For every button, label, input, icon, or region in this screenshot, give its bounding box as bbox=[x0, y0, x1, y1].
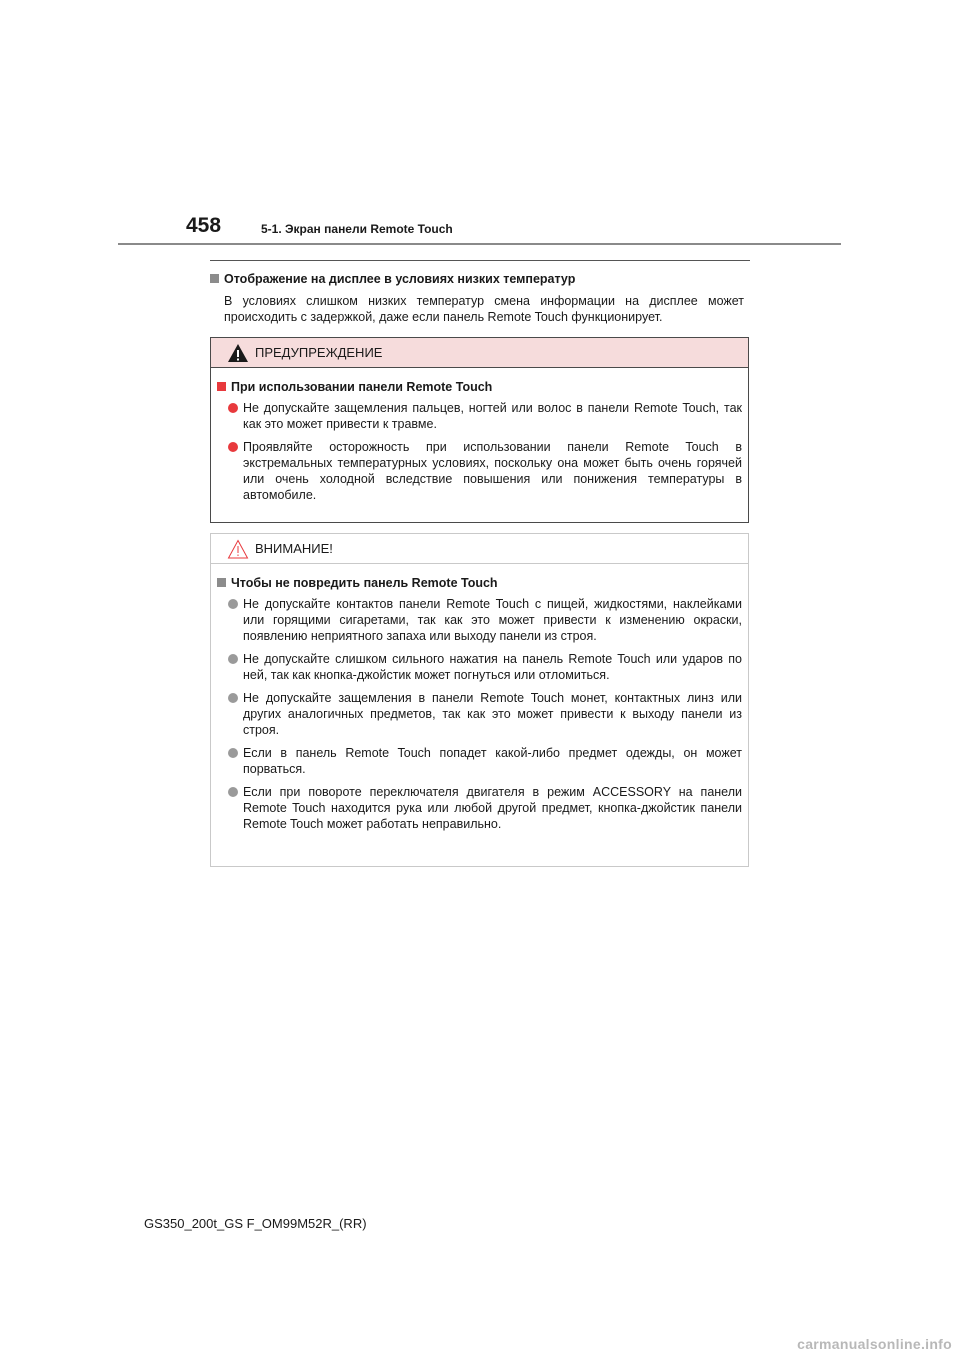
warning-item-text: Проявляйте осторожность при использовании панели Remote Touch в экстремальных температурных условиях, поскольку она может быть очень горячей или очень холодной вследствие повышения или понижения температуры в автомобиле. bbox=[243, 440, 742, 502]
section-heading-text: Отображение на дисплее в условиях низких температур bbox=[224, 272, 576, 286]
header-rule bbox=[118, 243, 841, 245]
notice-item bbox=[211, 745, 742, 777]
dot-bullet-icon bbox=[228, 403, 238, 413]
warning-item bbox=[211, 400, 742, 432]
footer-code: GS350_200t_GS F_OM99M52R_(RR) bbox=[144, 1216, 367, 1231]
warning-triangle-icon bbox=[227, 343, 249, 363]
notice-item-text: Не допускайте слишком сильного нажатия на панель Remote Touch или ударов по ней, так как кнопка-джойстик может погнуться или отломиться. bbox=[243, 652, 742, 682]
dot-bullet-icon bbox=[228, 748, 238, 758]
section-title: 5-1. Экран панели Remote Touch bbox=[261, 222, 453, 236]
notice-subheading bbox=[217, 576, 748, 590]
warning-subheading-text: При использовании панели Remote Touch bbox=[231, 380, 493, 394]
notice-item-text: Если при повороте переключателя двигателя в режим ACCESSORY на панели Remote Touch находится рука или любой другой предмет, кнопка-джойстик панели Remote Touch может работать неправильно. bbox=[243, 785, 742, 831]
notice-item-text: Не допускайте защемления в панели Remote Touch монет, контактных линз или других аналогичных предметов, так как это может привести к выходу панели из строя. bbox=[243, 691, 742, 737]
dot-bullet-icon bbox=[228, 693, 238, 703]
warning-box bbox=[210, 337, 749, 523]
notice-item-text: Не допускайте контактов панели Remote Touch с пищей, жидкостями, наклейками или горящими сигаретами, так как это может привести к изменению окраски, появлению неприятного запаха или выходу панели из строя. bbox=[243, 597, 742, 643]
notice-item bbox=[211, 784, 742, 832]
warning-subheading bbox=[217, 380, 748, 394]
dot-bullet-icon bbox=[228, 654, 238, 664]
notice-box bbox=[210, 533, 749, 867]
notice-subheading-text: Чтобы не повредить панель Remote Touch bbox=[231, 576, 498, 590]
notice-item bbox=[211, 690, 742, 738]
notice-item bbox=[211, 596, 742, 644]
dot-bullet-icon bbox=[228, 787, 238, 797]
dot-bullet-icon bbox=[228, 599, 238, 609]
outline-triangle-icon bbox=[227, 539, 249, 559]
warning-item-text: Не допускайте защемления пальцев, ногтей или волос в панели Remote Touch, так как это может привести к травме. bbox=[243, 401, 742, 431]
notice-title: ВНИМАНИЕ! bbox=[255, 541, 333, 556]
notice-item bbox=[211, 651, 742, 683]
watermark: carmanualsonline.info bbox=[797, 1336, 952, 1352]
section-heading bbox=[210, 272, 750, 286]
warning-title: ПРЕДУПРЕЖДЕНИЕ bbox=[255, 345, 383, 360]
notice-header bbox=[211, 534, 748, 564]
warning-header bbox=[211, 338, 748, 368]
warning-item bbox=[211, 439, 742, 503]
section-rule bbox=[210, 260, 750, 261]
dot-bullet-icon bbox=[228, 442, 238, 452]
square-bullet-icon bbox=[217, 382, 226, 391]
square-bullet-icon bbox=[210, 274, 219, 283]
page-number: 458 bbox=[186, 214, 222, 237]
section-body-text: В условиях слишком низких температур смена информации на дисплее может происходить с задержкой, даже если панель Remote Touch функционирует. bbox=[224, 294, 744, 324]
notice-item-text: Если в панель Remote Touch попадет какой-либо предмет одежды, он может порваться. bbox=[243, 746, 742, 776]
square-bullet-icon bbox=[217, 578, 226, 587]
